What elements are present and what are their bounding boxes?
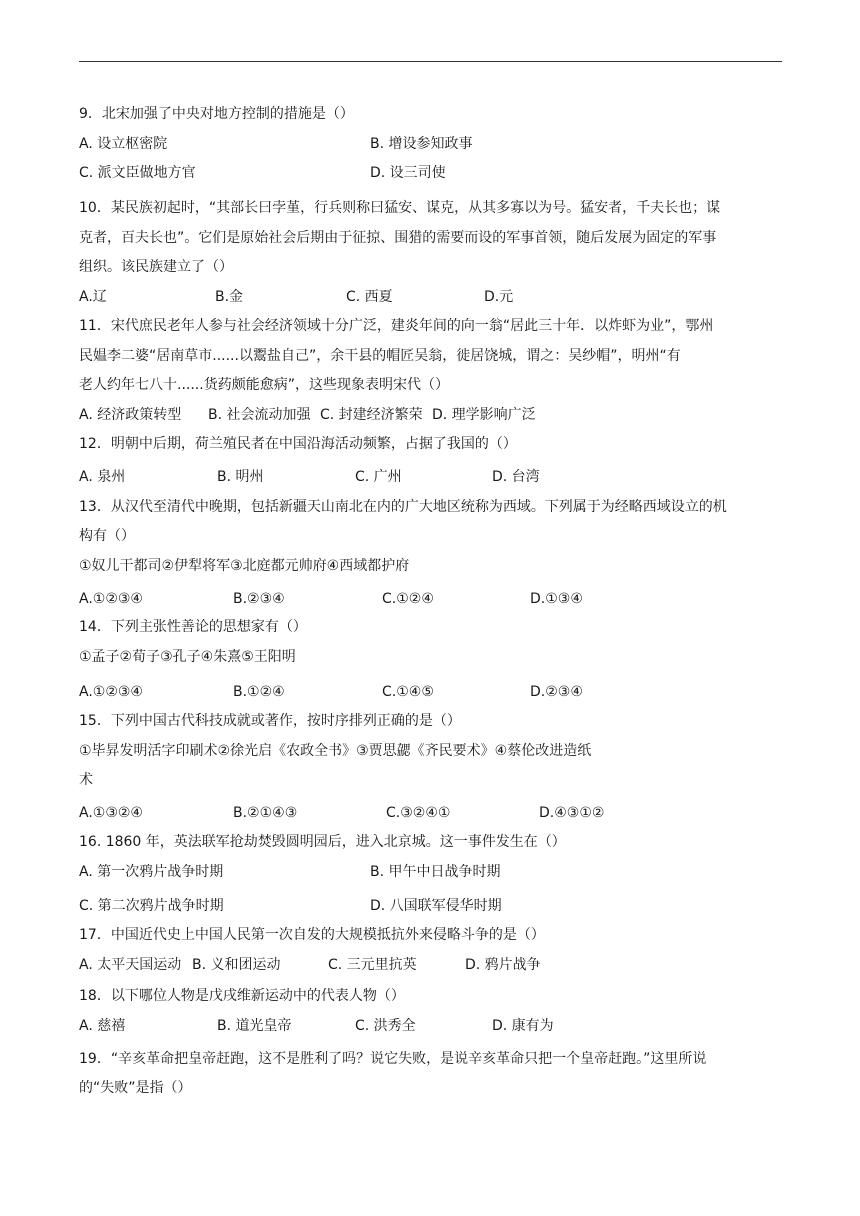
question-18-option-b: B. 道光皇帝 [217,1018,292,1034]
question-10-stem-line-3: 组织。该民族建立了（） [79,259,233,275]
question-10-stem-line-1: 10．某民族初起时，“其部长曰孛堇，行兵则称曰猛安、谋克，从其多寡以为号。猛安者，千夫长也；谋 [79,200,721,216]
question-15-choices-line-2: 术 [79,772,93,788]
question-17-option-b: B. 义和团运动 [192,957,281,973]
question-14-choices: ①孟子②荀子③孔子④朱熹⑤王阳明 [79,649,296,665]
question-15-choices-line-1: ①毕昇发明活字印刷术②徐光启《农政全书》③贾思勰《齐民要术》④蔡伦改进造纸 [79,743,592,759]
question-10-stem-line-2: 克者，百夫长也”。它们是原始社会后期由于征掠、围猎的需要而设的军事首领，随后发展为固定的军事 [79,230,717,246]
question-17-stem: 17．中国近代史上中国人民第一次自发的大规模抵抗外来侵略斗争的是（） [79,927,545,943]
question-11-option-a: A. 经济政策转型 [79,407,182,423]
question-16-option-c: C. 第二次鸦片战争时期 [79,898,224,914]
question-9-option-a: A. 设立枢密院 [79,136,168,152]
question-12-option-d: D. 台湾 [492,469,540,485]
question-18-option-d: D. 康有为 [492,1018,554,1034]
question-11-stem-line-2: 民媪李二婆“居南草市......以鬻盐自己”，余干县的帽匠吴翁，徙居饶城，谓之：吴纱帽”，明州“有 [79,348,681,364]
question-15-option-d: D.④③①② [539,805,605,821]
question-19-stem-line-1: 19．“辛亥革命把皇帝赶跑，这不是胜利了吗？说它失败，是说辛亥革命只把一个皇帝赶跑。”这里所说 [79,1051,707,1067]
question-13-option-d: D.①③④ [530,591,583,607]
question-16-option-b: B. 甲午中日战争时期 [370,864,501,880]
question-9-option-c: C. 派文臣做地方官 [79,165,196,181]
question-16-stem: 16. 1860 年，英法联军抢劫焚毁圆明园后，进入北京城。这一事件发生在（） [79,834,566,850]
question-12-option-a: A. 泉州 [79,469,126,485]
question-14-option-c: C.①④⑤ [382,684,434,700]
question-13-stem-line-1: 13．从汉代至清代中晚期，包括新疆天山南北在内的广大地区统称为西域。下列属于为经略西域设立的机 [79,499,727,515]
question-11-stem-line-3: 老人约年七八十......货药颇能愈病”，这些现象表明宋代（） [79,377,449,393]
question-10-option-b: B.金 [215,289,244,305]
question-14-option-d: D.②③④ [530,684,583,700]
question-9-stem: 9．北宋加强了中央对地方控制的措施是（） [79,106,354,122]
question-10-option-d: D.元 [484,289,514,305]
question-15-option-a: A.①③②④ [79,805,143,821]
question-17-option-a: A. 太平天国运动 [79,957,182,973]
question-13-option-a: A.①②③④ [79,591,143,607]
question-17-option-c: C. 三元里抗英 [328,957,417,973]
question-15-option-b: B.②①④③ [233,805,298,821]
question-13-choices: ①奴儿干都司②伊犁将军③北庭都元帅府④西域都护府 [79,558,410,574]
question-14-stem: 14．下列主张性善论的思想家有（） [79,619,307,635]
question-16-option-a: A. 第一次鸦片战争时期 [79,864,224,880]
question-11-option-d: D. 理学影响广泛 [432,407,536,423]
question-19-stem-line-2: 的“失败”是指（） [79,1080,192,1096]
question-18-option-a: A. 慈禧 [79,1018,126,1034]
question-10-option-a: A.辽 [79,289,107,305]
question-12-stem: 12．明朝中后期，荷兰殖民者在中国沿海活动频繁，占据了我国的（） [79,436,517,452]
question-11-stem-line-1: 11．宋代庶民老年人参与社会经济领域十分广泛，建炎年间的向一翁“居此三十年．以炸虾为业”，鄂州 [79,318,714,334]
question-14-option-a: A.①②③④ [79,684,143,700]
question-15-option-c: C.③②④① [386,805,451,821]
question-18-stem: 18．以下哪位人物是戊戌维新运动中的代表人物（） [79,988,405,1004]
question-13-stem-line-2: 构有（） [79,528,135,544]
question-13-option-c: C.①②④ [382,591,434,607]
question-12-option-b: B. 明州 [217,469,264,485]
question-12-option-c: C. 广州 [355,469,402,485]
question-11-option-b: B. 社会流动加强 [208,407,311,423]
question-13-option-b: B.②③④ [233,591,285,607]
question-16-option-d: D. 八国联军侵华时期 [370,898,502,914]
question-14-option-b: B.①②④ [233,684,285,700]
question-9-option-b: B. 增设参知政事 [370,136,473,152]
question-15-stem: 15．下列中国古代科技成就或著作，按时序排列正确的是（） [79,713,461,729]
question-9-option-d: D. 设三司使 [370,165,446,181]
question-10-option-c: C. 西夏 [346,289,393,305]
question-17-option-d: D. 鸦片战争 [465,957,541,973]
header-rule [79,61,782,62]
question-18-option-c: C. 洪秀全 [355,1018,416,1034]
question-11-option-c: C. 封建经济繁荣 [320,407,423,423]
